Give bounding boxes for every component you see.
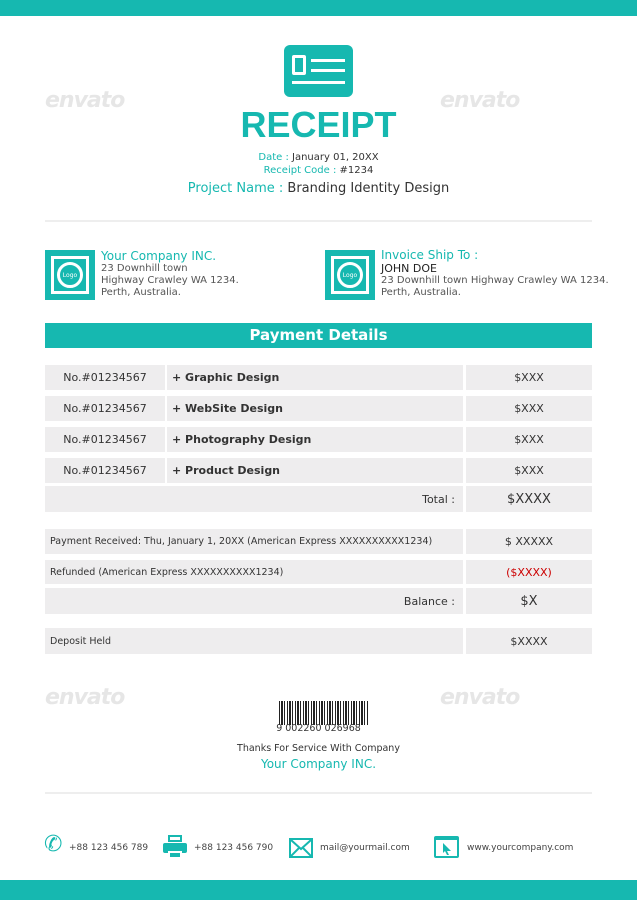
deposit-value: $XXXX [466,628,592,654]
footer-company-name: Your Company INC. [260,757,377,771]
client-address-line: Perth, Australia. [381,287,461,298]
company-name: Your Company INC. [101,249,217,263]
watermark: envato [440,88,520,113]
date-value: January 01, 20XX [292,152,379,163]
receipt-code-label: Receipt Code : [263,165,337,176]
company-address-line: Perth, Australia. [101,287,181,298]
balance-value: $X [466,588,592,614]
thanks-text: Thanks For Service With Company [237,743,400,754]
item-description: + Product Design [167,458,463,483]
page-title: RECEIPT [240,104,397,145]
top-bar [0,0,637,16]
ship-to-title: Invoice Ship To : [381,248,479,262]
payment-received-value: $ XXXXX [466,529,592,554]
barcode [279,701,369,725]
project-value: Branding Identity Design [287,181,450,196]
balance-label: Balance : [45,588,463,614]
receipt-code-value: #1234 [339,165,374,176]
company-address-line: 23 Downhill town [101,263,188,274]
deposit-label: Deposit Held [45,628,463,654]
payment-details-header: Payment Details [45,323,592,348]
fax-number: +88 123 456 790 [194,843,274,853]
item-number: No.#01234567 [45,365,165,390]
item-number: No.#01234567 [45,427,165,452]
company-logo: Logo [45,250,95,300]
bottom-bar [0,880,637,900]
item-amount: $XXX [466,396,592,421]
item-number: No.#01234567 [45,458,165,483]
divider [45,220,592,222]
phone-icon: ✆ [44,832,63,857]
divider [45,792,592,794]
item-number: No.#01234567 [45,396,165,421]
item-description: + Photography Design [167,427,463,452]
receipt-card-icon [284,45,353,97]
item-description: + WebSite Design [167,396,463,421]
watermark: envato [45,685,125,710]
item-amount: $XXX [466,365,592,390]
item-amount: $XXX [466,427,592,452]
total-label: Total : [45,486,463,512]
website-url[interactable]: www.yourcompany.com [467,843,574,853]
client-address-line: 23 Downhill town Highway Crawley WA 1234. [381,275,609,286]
company-address-line: Highway Crawley WA 1234. [101,275,239,286]
refunded-value: ($XXXX) [466,560,592,584]
web-cursor-icon [434,836,459,858]
payment-received-label: Payment Received: Thu, January 1, 20XX (American Express XXXXXXXXXX1234) [45,529,463,554]
watermark: envato [45,88,125,113]
client-logo: Logo [325,250,375,300]
date-label: Date : [258,152,289,163]
item-description: + Graphic Design [167,365,463,390]
phone-number: +88 123 456 789 [69,843,149,853]
client-name: JOHN DOE [381,262,437,275]
barcode-number: 9 002260 026968 [276,723,361,734]
total-value: $XXXX [466,486,592,512]
refunded-label: Refunded (American Express XXXXXXXXXX1234) [45,560,463,584]
email-address[interactable]: mail@yourmail.com [320,843,410,853]
mail-icon [289,838,313,858]
item-amount: $XXX [466,458,592,483]
project-label: Project Name : [187,181,284,196]
fax-icon [163,835,187,859]
watermark: envato [440,685,520,710]
